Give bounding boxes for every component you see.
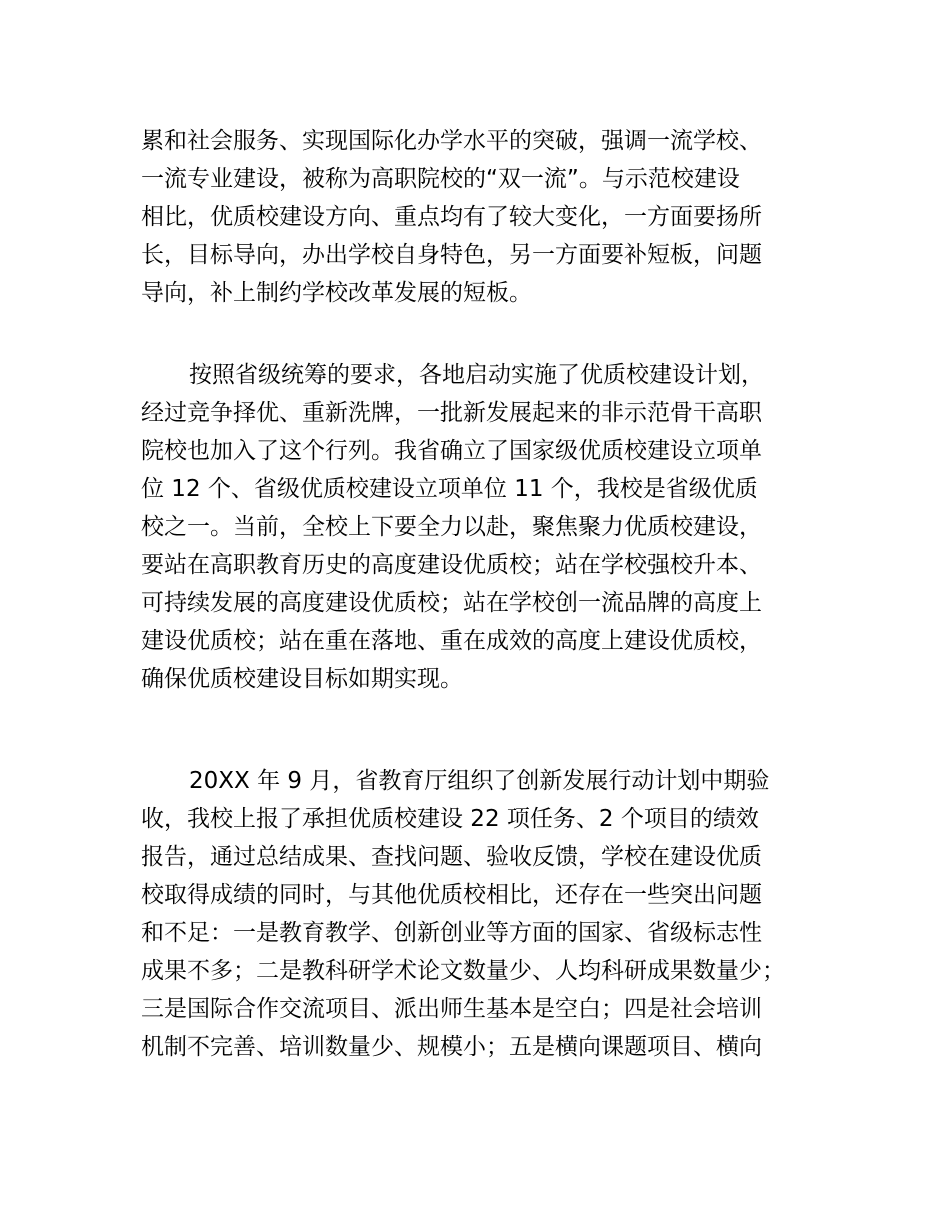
text-line: 经过竞争择优、重新洗牌，一批新发展起来的非示范骨干高职 [141,400,762,426]
text-line: 校取得成绩的同时，与其他优质校相比，还存在一些突出问题 [141,882,762,908]
text-line: 建设优质校；站在重在落地、重在成效的高度上建设优质校， [141,628,762,654]
text-line: 要站在高职教育历史的高度建设优质校；站在学校强校升本、 [141,552,762,578]
text-line: 报告，通过总结成果、查找问题、验收反馈，学校在建设优质 [141,844,762,870]
text-line: 20XX 年 9 月，省教育厅组织了创新发展行动计划中期验 [189,768,770,794]
text-line: 三是国际合作交流项目、派出师生基本是空白；四是社会培训 [141,996,762,1022]
text-line: 校之一。当前，全校上下要全力以赴，聚焦聚力优质校建设， [141,514,762,540]
text-line: 导向，补上制约学校改革发展的短板。 [141,280,532,306]
text-line: 相比，优质校建设方向、重点均有了较大变化，一方面要扬所 [141,204,762,230]
paragraph-3 [141,762,831,1066]
text-line: 长，目标导向，办出学校自身特色，另一方面要补短板，问题 [141,242,762,268]
text-line: 成果不多；二是教科研学术论文数量少、人均科研成果数量少； [141,958,785,984]
text-line: 位 12 个、省级优质校建设立项单位 11 个，我校是省级优质 [141,476,758,502]
text-line: 一流专业建设，被称为高职院校的“双一流”。与示范校建设 [141,166,740,192]
text-line: 可持续发展的高度建设优质校；站在学校创一流品牌的高度上 [141,590,762,616]
text-line: 按照省级统筹的要求，各地启动实施了优质校建设计划， [189,362,764,388]
text-line: 确保优质校建设目标如期实现。 [141,666,463,692]
text-line: 收，我校上报了承担优质校建设 22 项任务、2 个项目的绩效 [141,806,759,832]
paragraph-2 [141,356,831,698]
paragraph-1 [141,122,831,312]
text-line: 和不足：一是教育教学、创新创业等方面的国家、省级标志性 [141,920,762,946]
text-line: 院校也加入了这个行列。我省确立了国家级优质校建设立项单 [141,438,762,464]
text-line: 累和社会服务、实现国际化办学水平的突破，强调一流学校、 [141,128,762,154]
text-line: 机制不完善、培训数量少、规模小；五是横向课题项目、横向 [141,1034,762,1060]
